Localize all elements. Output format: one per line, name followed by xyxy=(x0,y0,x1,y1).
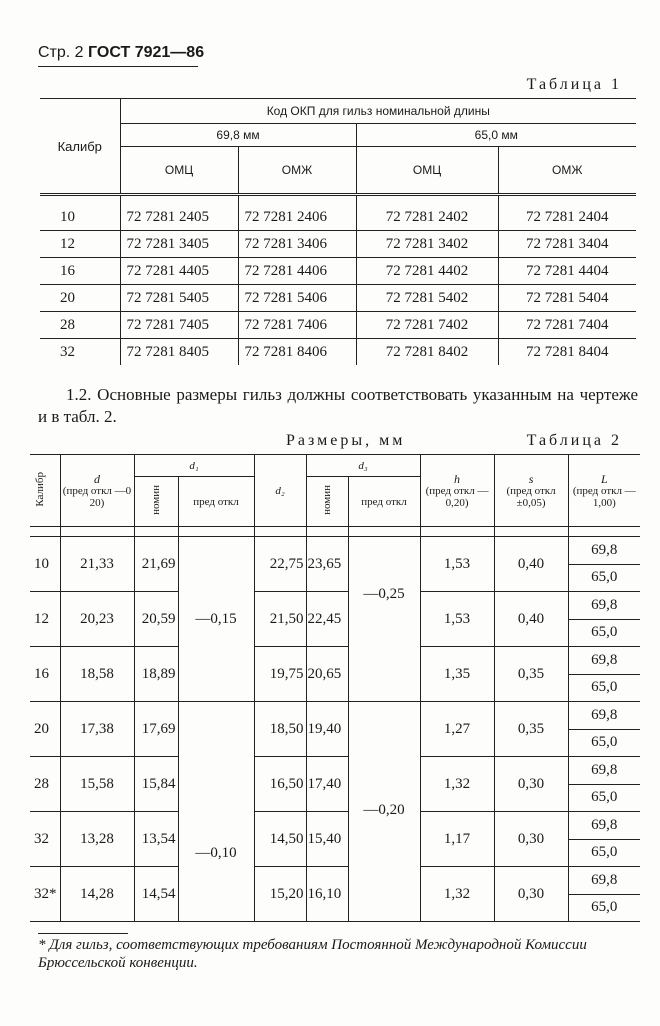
t2-header-L: L (пред откл —1,00) xyxy=(568,455,640,527)
table-row: 32 13,28 13,54 14,50 15,40 1,17 0,30 69,8 65,0 xyxy=(30,812,640,867)
table-row: 28 15,58 15,84 16,50 17,40 1,32 0,30 69,8 65,0 xyxy=(30,757,640,812)
t2-header-d1-pred: пред откл xyxy=(178,477,254,527)
t1-header-length-a: 69,8 мм xyxy=(120,124,356,147)
table-row: 12 20,23 20,59 21,50 22,45 1,53 0,40 69,8 65,0 xyxy=(30,592,640,647)
t2-header-s: s (пред откл ±0,05) xyxy=(494,455,568,527)
t2-header-d3-pred: пред откл xyxy=(348,477,420,527)
t1-sub-header: ОМЖ xyxy=(238,147,356,195)
table-row: 12 72 7281 3405 72 7281 3406 72 7281 3402 72 7281 3404 xyxy=(40,231,636,258)
t2-header-d3: d₃ xyxy=(306,455,420,477)
t2-header-caliber: Калибр xyxy=(30,455,60,527)
table-row: 28 72 7281 7405 72 7281 7406 72 7281 7402 72 7281 7404 xyxy=(40,312,636,339)
page-header xyxy=(38,44,204,62)
footnote-rule xyxy=(38,933,128,934)
t2-header-h: h (пред откл —0,20) xyxy=(420,455,494,527)
d3-tolerance: —0,20 xyxy=(348,702,420,922)
table1 xyxy=(40,98,636,365)
table-row: 16 18,58 18,89 19,75 20,65 1,35 0,35 69,8 65,0 xyxy=(30,647,640,702)
d3-tolerance: —0,25 xyxy=(348,537,420,702)
table-row: 20 72 7281 5405 72 7281 5406 72 7281 5402 72 7281 5404 xyxy=(40,285,636,312)
table-row: 32 72 7281 8405 72 7281 8406 72 7281 8402 72 7281 8404 xyxy=(40,339,636,366)
table2 xyxy=(30,454,640,922)
table1-caption: Таблица 1 xyxy=(526,76,622,93)
table-row: 20 17,38 17,69 —0,10 18,50 19,40 —0,20 1,27 0,35 69,8 65,0 xyxy=(30,702,640,757)
t1-header-group: Код ОКП для гильз номинальной длины xyxy=(120,99,636,124)
t2-header-d2: d₂ xyxy=(254,455,306,527)
t1-header-caliber: Калибр xyxy=(40,99,120,195)
d1-tolerance: —0,15 xyxy=(178,537,254,702)
table2-caption: Таблица 2 xyxy=(526,432,622,449)
footnote: * Для гильз, соответствующих требованиям Постоянной Международной Комиссии Брюссельской конвенции. xyxy=(38,937,587,971)
d1-tolerance: —0,10 xyxy=(178,702,254,922)
t1-sub-header: ОМЖ xyxy=(498,147,636,195)
t2-header-d3-nomin: номин xyxy=(306,477,348,527)
t1-header-length-b: 65,0 мм xyxy=(356,124,636,147)
page-number: Стр. 2 xyxy=(38,44,84,61)
table2-sizes-label: Размеры, мм xyxy=(286,432,406,449)
table-row: 10 72 7281 2405 72 7281 2406 72 7281 2402 72 7281 2404 xyxy=(40,195,636,231)
t2-header-d: d (пред откл —0 20) xyxy=(60,455,134,527)
table-row: 10 21,33 21,69 —0,15 22,75 23,65 —0,25 1,53 0,40 69,8 65,0 xyxy=(30,537,640,592)
header-underline xyxy=(38,66,198,67)
table-row: 16 72 7281 4405 72 7281 4406 72 7281 4402 72 7281 4404 xyxy=(40,258,636,285)
t1-sub-header: ОМЦ xyxy=(356,147,498,195)
t2-header-d1-nomin: номин xyxy=(134,477,178,527)
table-row: 32* 14,28 14,54 15,20 16,10 1,32 0,30 69,8 65,0 xyxy=(30,867,640,922)
section-paragraph: 1.2. Основные размеры гильз должны соответствовать указанным на чертеже и в табл. 2. xyxy=(38,385,638,426)
standard-number: ГОСТ 7921—86 xyxy=(88,44,205,61)
t2-header-d1: d₁ xyxy=(134,455,254,477)
t1-sub-header: ОМЦ xyxy=(120,147,238,195)
